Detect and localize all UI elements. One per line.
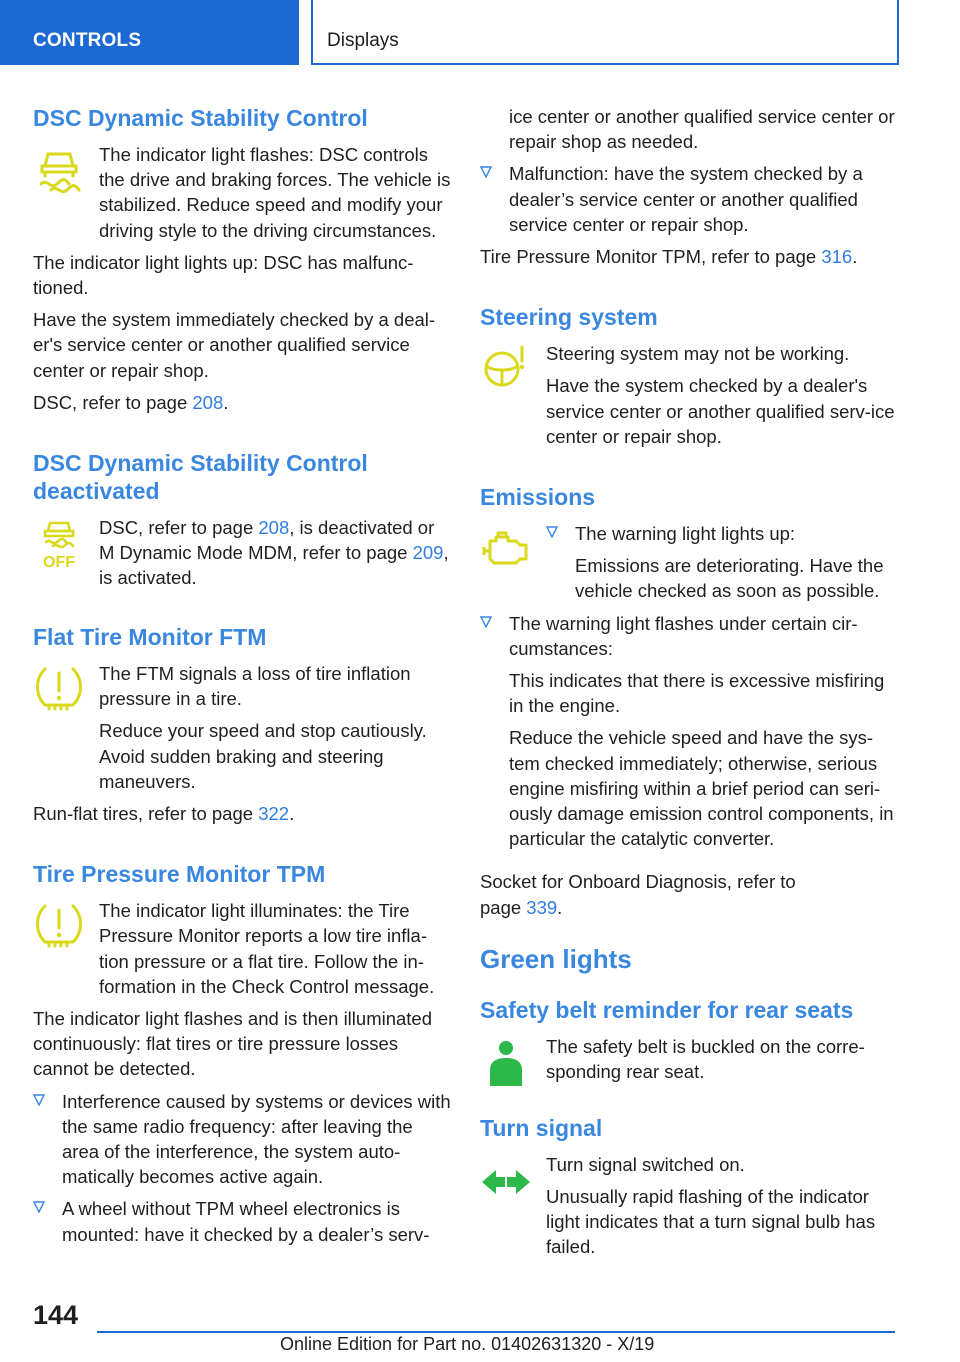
- steering-paragraph-2: Have the system checked by a dealer's service center or another qualified serv-ice center or repair shop.: [546, 375, 895, 447]
- tpm-paragraph-1: The indicator light illuminates: the Tire Pressure Monitor reports a low tire infla-tion pressure or a flat tire. Follow the in-formation in the Check Control message.: [99, 900, 435, 997]
- tpm-paragraph-2: The indicator light flashes and is then illuminated continuously: flat tires or tire pressure losses cannot be detected.: [33, 1008, 433, 1080]
- steering-paragraph-1: Steering system may not be working.: [546, 343, 850, 365]
- page-link-208[interactable]: 208: [258, 517, 290, 539]
- ftm-paragraph-1: The FTM signals a loss of tire inflation pressure in a tire.: [99, 663, 411, 710]
- section-title-tpm: Tire Pressure Monitor TPM: [33, 861, 326, 888]
- section-emissions: [480, 483, 898, 920]
- bullet-triangle-icon: [480, 616, 492, 628]
- page-number: 144: [33, 1300, 79, 1330]
- tire-pressure-warning-icon: [33, 661, 85, 713]
- emissions-bullet-2: [480, 611, 898, 852]
- emissions-bullet-1-detail: Emissions are deteriorating. Have the vehicle checked as soon as possible.: [575, 555, 884, 602]
- section-title-turn-signal: Turn signal: [480, 1114, 603, 1141]
- page-link-322[interactable]: 322: [258, 803, 290, 825]
- tpm-continued-bullet-text: Malfunction: have the system checked by a dealer’s service center or another qualified service center or repair shop.: [509, 163, 863, 235]
- right-column: [480, 104, 898, 1260]
- emissions-bullet-2-detail-1: This indicates that there is excessive misfiring in the engine.: [509, 670, 885, 717]
- section-title-ftm: Flat Tire Monitor FTM: [33, 624, 267, 651]
- dsc-paragraph-3: Have the system immediately checked by a deal-er's service center or another qualified service center or repair shop.: [33, 309, 436, 381]
- dsc-off-icon-label: OFF: [43, 554, 75, 572]
- dsc-paragraph-2: The indicator light lights up: DSC has malfunc-tioned.: [33, 251, 414, 299]
- section-ftm: [33, 623, 451, 826]
- tpm-bullet-1-text: Interference caused by systems or devices with the same radio frequency: after leaving the area of the interference, the system auto-matically becomes active again.: [62, 1090, 451, 1188]
- section-title-emissions: Emissions: [480, 484, 596, 511]
- section-title-dsc-off: DSC Dynamic Stability Control deactivated: [33, 450, 368, 505]
- section-title-green-lights: Green lights: [480, 943, 632, 974]
- tpm-bullet-2: [33, 1196, 451, 1246]
- section-steering: [480, 303, 898, 449]
- section-title-steering: Steering system: [480, 304, 658, 331]
- emissions-bullet-2-detail-2: Reduce the vehicle speed and have the sys-tem checked immediately; otherwise, serious engine misfiring within a brief period can seri-ously damage emission control components, in particular the catalytic converter.: [509, 727, 894, 850]
- dsc-page-reference: DSC, refer to page 208.: [33, 391, 229, 413]
- tpm-bullet-2-text: A wheel without TPM wheel electronics is mounted: have it checked by a dealer’s serv-: [62, 1198, 430, 1245]
- tire-pressure-monitor-icon: [33, 898, 85, 950]
- section-title-dsc: DSC Dynamic Stability Control: [33, 105, 368, 131]
- tpm-continued: [480, 104, 898, 269]
- seat-belt-occupant-icon: [480, 1038, 532, 1090]
- section-tpm: [33, 860, 451, 1247]
- emissions-bullet-1: [546, 521, 898, 604]
- bullet-triangle-icon: [33, 1201, 45, 1213]
- ftm-paragraph-2: Reduce your speed and stop cautiously. Avoid sudden braking and steering maneuvers.: [99, 720, 427, 792]
- bullet-triangle-icon: [546, 526, 558, 538]
- edition-note: Online Edition for Part no. 01402631320 - X/19: [280, 1334, 655, 1354]
- check-engine-icon: [480, 523, 532, 575]
- section-title-safety-belt: Safety belt reminder for rear seats: [480, 996, 854, 1023]
- section-dsc: [33, 104, 451, 415]
- page-link-209[interactable]: 209: [412, 542, 444, 564]
- dsc-off-paragraph: DSC, refer to page 208, is deactivated or M Dynamic Mode MDM, refer to page 209, is activated.: [99, 517, 449, 589]
- page-link-316[interactable]: 316: [821, 246, 853, 268]
- left-column: [33, 104, 451, 1247]
- chapter-label: Displays: [327, 30, 399, 51]
- steering-warning-icon: [480, 341, 532, 393]
- dsc-paragraph-1: The indicator light flashes: DSC controls the drive and braking forces. The vehicle is stabilized. Reduce speed and modify your driving style to the driving circumstances.: [99, 144, 451, 241]
- emissions-page-reference: Socket for Onboard Diagnosis, refer to page 339.: [480, 871, 796, 918]
- chapter-tab: [311, 0, 899, 65]
- footer-rule: [97, 1331, 895, 1333]
- dsc-off-icon: [33, 519, 85, 571]
- bullet-triangle-icon: [480, 166, 492, 178]
- emissions-bullet-1-text: The warning light lights up:: [575, 523, 796, 545]
- section-green-lights: [480, 944, 898, 1260]
- ftm-page-reference: Run-flat tires, refer to page 322.: [33, 803, 295, 825]
- emissions-bullet-2-text: The warning light flashes under certain cir-cumstances:: [509, 612, 858, 659]
- safety-belt-paragraph: The safety belt is buckled on the corre-sponding rear seat.: [546, 1035, 865, 1083]
- tpm-continued-bullet: [480, 161, 898, 237]
- bullet-triangle-icon: [33, 1094, 45, 1106]
- section-dsc-off: [33, 449, 451, 591]
- tpm-continued-paragraph: ice center or another qualified service center or repair shop as needed.: [509, 106, 895, 153]
- page-link-339[interactable]: 339: [526, 896, 558, 918]
- section-label: CONTROLS: [33, 30, 142, 51]
- tpm-page-reference: Tire Pressure Monitor TPM, refer to page 316.: [480, 246, 858, 268]
- dsc-skid-icon: [33, 144, 85, 196]
- section-tab: [0, 0, 299, 65]
- turn-signal-paragraph-2: Unusually rapid flashing of the indicator light indicates that a turn signal bulb has failed.: [546, 1186, 876, 1258]
- turn-signal-arrows-icon: [480, 1156, 532, 1208]
- turn-signal-paragraph-1: Turn signal switched on.: [546, 1153, 745, 1175]
- page-link-208[interactable]: 208: [192, 391, 224, 413]
- tpm-bullet-1: [33, 1089, 451, 1190]
